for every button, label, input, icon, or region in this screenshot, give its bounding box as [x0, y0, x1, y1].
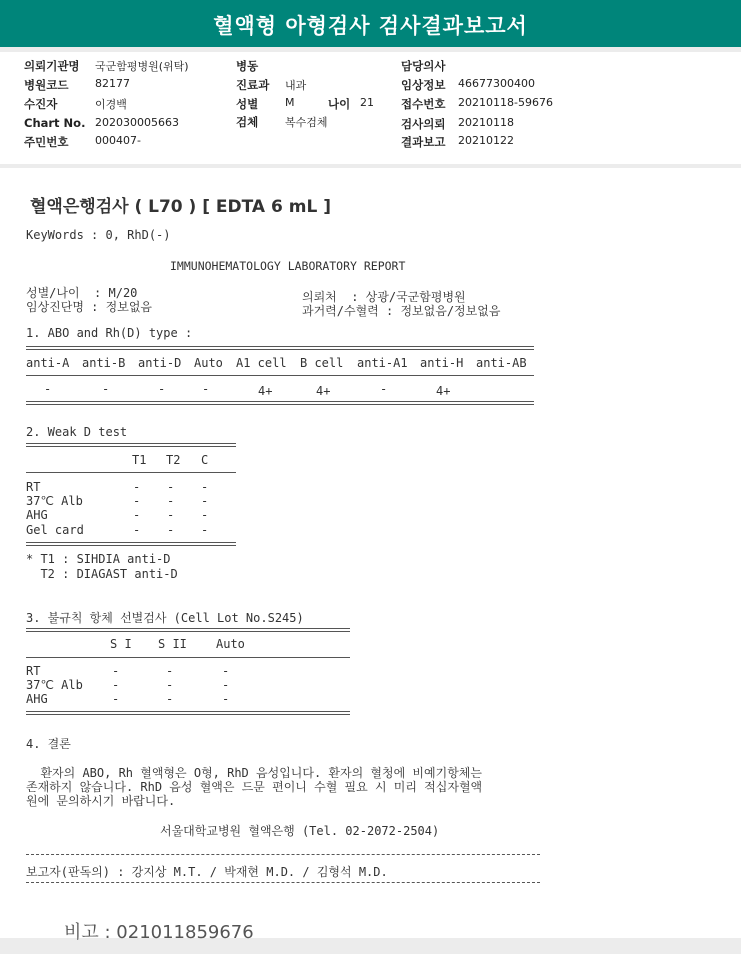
divider	[26, 882, 540, 883]
s2-header-3: C	[201, 453, 209, 467]
institution-label: 의뢰기관명	[24, 59, 80, 73]
age-value: 21	[360, 96, 374, 109]
institution-value: 국군함평병원(위탁)	[95, 60, 189, 73]
s2-note-2: T2 : DIAGAST anti-D	[26, 567, 178, 581]
conclusion-line-2: 존재하지 않습니다. RhD 음성 혈액은 드문 편이니 수혈 필요 시 미리 적십자혈액	[26, 780, 483, 794]
s2-row2-v2: -	[167, 494, 175, 508]
clinical-info-value: 46677300400	[458, 77, 535, 90]
section2-title: 2. Weak D test	[26, 425, 128, 439]
s1-value-6: 4+	[316, 384, 331, 398]
divider	[26, 346, 534, 350]
s3-row3-v3: -	[222, 692, 230, 706]
s3-header-3: Auto	[216, 637, 245, 651]
section1-title: 1. ABO and Rh(D) type :	[26, 326, 193, 340]
divider	[26, 443, 236, 447]
sex-label: 성별	[236, 97, 259, 111]
s1-header-6: B cell	[300, 356, 344, 370]
s2-row4-v2: -	[167, 523, 175, 537]
s3-header-1: S I	[110, 637, 132, 651]
specimen-label: 검체	[236, 115, 259, 129]
clinical-info-label: 임상정보	[401, 78, 446, 92]
s1-value-5: 4+	[258, 384, 273, 398]
divider	[26, 542, 236, 546]
s1-value-2: -	[102, 382, 110, 396]
s2-note-1: * T1 : SIHDIA anti-D	[26, 552, 171, 566]
remark: 비고 : 021011859676	[64, 922, 254, 943]
s2-row1-v1: -	[133, 480, 141, 494]
s2-row3-v3: -	[201, 508, 209, 522]
s3-row1-label: RT	[26, 664, 41, 678]
diagnosis-line: 임상진단명 : 정보없음	[26, 300, 153, 314]
s1-header-8: anti-H	[420, 356, 464, 370]
s3-row2-v2: -	[166, 678, 174, 692]
sex-value: M	[285, 96, 295, 109]
lab-title: IMMUNOHEMATOLOGY LABORATORY REPORT	[170, 259, 406, 273]
doctor-label: 담당의사	[401, 59, 446, 73]
s1-header-5: A1 cell	[236, 356, 287, 370]
divider	[26, 854, 540, 855]
report-date-label: 결과보고	[401, 135, 446, 149]
conclusion-line-3: 원에 문의하시기 바랍니다.	[26, 794, 176, 808]
s1-value-4: -	[202, 382, 210, 396]
report-date-value: 20210122	[458, 134, 514, 147]
s2-row3-v2: -	[167, 508, 175, 522]
s3-header-2: S II	[158, 637, 187, 651]
s2-row2-v3: -	[201, 494, 209, 508]
sex-age-line: 성별/나이 : M/20	[26, 286, 138, 300]
s2-row3-v1: -	[133, 508, 141, 522]
s3-row2-v1: -	[112, 678, 120, 692]
divider	[26, 628, 350, 632]
resident-no-label: 주민번호	[24, 135, 69, 149]
s2-row4-v3: -	[201, 523, 209, 537]
s1-header-4: Auto	[194, 356, 223, 370]
department-label: 진료과	[236, 78, 270, 92]
s3-row2-v3: -	[222, 678, 230, 692]
request-date-value: 20210118	[458, 116, 514, 129]
section4-title: 4. 결론	[26, 737, 71, 751]
hospital-code-value: 82177	[95, 77, 130, 90]
s1-value-7: -	[380, 382, 388, 396]
s1-header-2: anti-B	[82, 356, 126, 370]
s2-header-2: T2	[166, 453, 181, 467]
history-line: 과거력/수혈력 : 정보없음/정보없음	[302, 304, 501, 318]
s1-header-3: anti-D	[138, 356, 182, 370]
s1-value-8: 4+	[436, 384, 451, 398]
divider	[26, 375, 534, 376]
s2-row2-v1: -	[133, 494, 141, 508]
blood-bank-contact: 서울대학교병원 혈액은행 (Tel. 02-2072-2504)	[160, 824, 440, 838]
request-date-label: 검사의뢰	[401, 117, 446, 131]
examinee-value: 이경백	[95, 98, 127, 111]
s2-row2-label: 37℃ Alb	[26, 494, 83, 508]
s2-row3-label: AHG	[26, 508, 48, 522]
section3-title: 3. 불규칙 항체 선별검사 (Cell Lot No.S245)	[26, 611, 304, 625]
s1-value-1: -	[44, 382, 52, 396]
divider	[26, 472, 236, 473]
resident-no-value: 000407-	[95, 134, 141, 147]
hospital-code-label: 병원코드	[24, 78, 69, 92]
specimen-value: 복수검체	[285, 116, 328, 129]
age-label: 나이	[328, 97, 351, 111]
ward-label: 병동	[236, 59, 259, 73]
divider	[26, 401, 534, 405]
report-heading: 혈액은행검사 ( L70 ) [ EDTA 6 mL ]	[30, 197, 331, 217]
s2-row1-label: RT	[26, 480, 41, 494]
reporters: 보고자(판독의) : 강지상 M.T. / 박재현 M.D. / 김형석 M.D.	[26, 865, 388, 879]
divider	[26, 711, 350, 715]
s2-row4-v1: -	[133, 523, 141, 537]
chart-no-label: Chart No.	[24, 116, 86, 130]
s3-row3-v1: -	[112, 692, 120, 706]
receipt-no-label: 접수번호	[401, 97, 446, 111]
department-value: 내과	[285, 79, 307, 92]
s1-value-3: -	[158, 382, 166, 396]
examinee-label: 수진자	[24, 97, 58, 111]
s3-row1-v2: -	[166, 664, 174, 678]
s1-header-9: anti-AB	[476, 356, 527, 370]
s3-row1-v3: -	[222, 664, 230, 678]
chart-no-value: 202030005663	[95, 116, 179, 129]
s3-row2-label: 37℃ Alb	[26, 678, 83, 692]
s2-row4-label: Gel card	[26, 523, 84, 537]
s3-row1-v1: -	[112, 664, 120, 678]
s2-row1-v3: -	[201, 480, 209, 494]
s2-row1-v2: -	[167, 480, 175, 494]
patient-info-panel	[0, 52, 741, 164]
receipt-no-value: 20210118-59676	[458, 96, 553, 109]
s3-row3-label: AHG	[26, 692, 48, 706]
conclusion-line-1: 환자의 ABO, Rh 혈액형은 O형, RhD 음성입니다. 환자의 혈청에 비예기항체는	[26, 766, 482, 780]
s1-header-7: anti-A1	[357, 356, 408, 370]
divider	[26, 657, 350, 658]
keywords: KeyWords : 0, RhD(-)	[26, 228, 171, 242]
lab-report-sheet	[0, 168, 741, 943]
s3-row3-v2: -	[166, 692, 174, 706]
s2-header-1: T1	[132, 453, 147, 467]
s1-header-1: anti-A	[26, 356, 70, 370]
referrer-line: 의뢰처 : 상광/국군함평병원	[302, 290, 466, 304]
report-title: 혈액형 아형검사 검사결과보고서	[0, 0, 741, 47]
